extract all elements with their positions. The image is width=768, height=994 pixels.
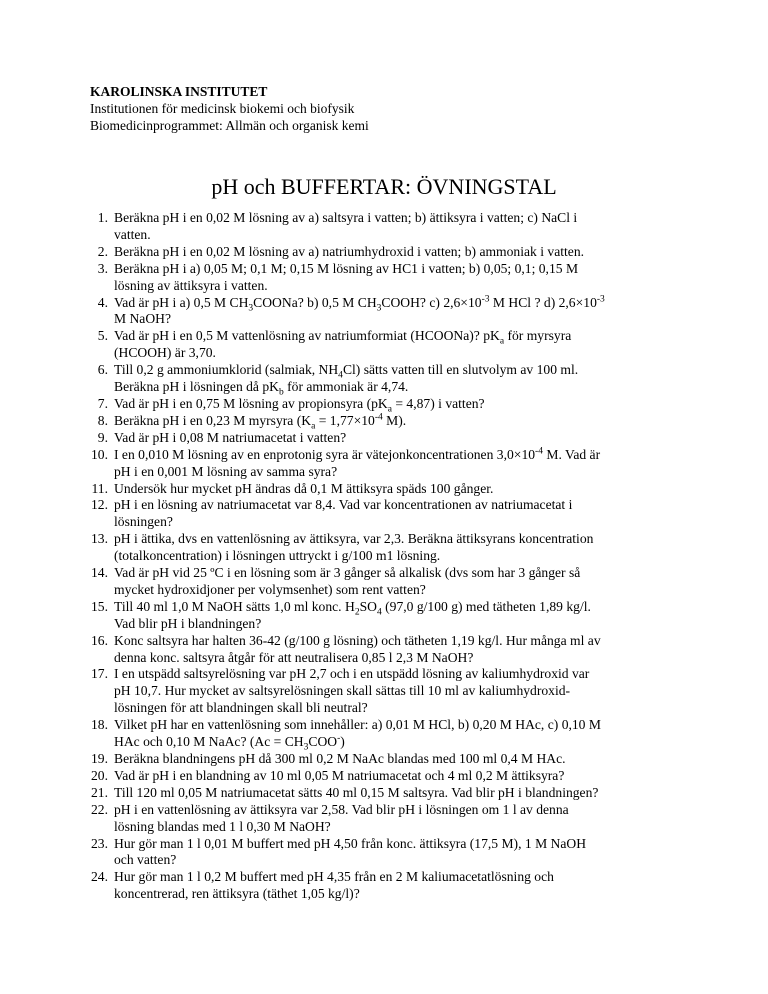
question-text: Hur gör man 1 l 0,01 M buffert med pH 4,50 från konc. ättiksyra (17,5 M), 1 M NaOH och vatten? <box>114 835 587 868</box>
question-text: I en utspädd saltsyrelösning var pH 2,7 och i en utspädd lösning av kaliumhydroxid var pH 10,7. Hur mycket av saltsyrelösningen skall sättas till 10 ml av kaliumhydroxid- lösningen för att blandningen skall bli neutral? <box>114 666 590 716</box>
question-item <box>80 751 680 768</box>
question-item <box>80 599 680 633</box>
question-text: Vad är pH i en blandning av 10 ml 0,05 M natriumacetat och 4 ml 0,2 M ättiksyra? <box>114 767 565 783</box>
question-item <box>80 836 680 870</box>
question-number: 15. <box>91 598 108 614</box>
question-text: Undersök hur mycket pH ändras då 0,1 M ättiksyra späds 100 gånger. <box>114 480 494 496</box>
institution-name: KAROLINSKA INSTITUTET <box>90 84 268 99</box>
question-number: 24. <box>91 869 108 885</box>
question-item <box>80 497 680 531</box>
question-text: Beräkna blandningens pH då 300 ml 0,2 M NaAc blandas med 100 ml 0,4 M HAc. <box>114 751 566 766</box>
question-item <box>80 210 680 244</box>
question-item <box>80 869 680 903</box>
question-text: Vad är pH vid 25 ºC i en lösning som är 3 gånger så alkalisk (dvs som har 3 gånger så mycket hydroxidjoner per volymsenhet) som rent vatten? <box>114 565 581 597</box>
page-title: pH och BUFFERTAR: ÖVNINGSTAL <box>211 174 557 199</box>
question-number: 10. <box>91 446 108 462</box>
question-item <box>80 802 680 836</box>
question-item <box>80 785 680 802</box>
question-number: 16. <box>91 632 108 648</box>
question-item <box>80 666 680 717</box>
document-header <box>90 83 369 134</box>
question-number: 23. <box>91 835 108 851</box>
question-text: Till 40 ml 1,0 M NaOH sätts 1,0 ml konc. $H_2SO_4$ (97,0 g/100 g) med tätheten 1,89 kg/l. Vad blir pH i blandningen? <box>114 598 591 631</box>
question-number: 6. <box>97 362 108 378</box>
question-item <box>80 244 680 261</box>
question-number: 21. <box>91 784 108 800</box>
question-number: 7. <box>97 395 108 411</box>
question-item <box>80 430 680 447</box>
question-text: Beräkna pH i en 0,02 M lösning av a) natriumhydroxid i vatten; b) ammoniak i vatten. <box>114 243 585 259</box>
question-text: pH i ättika, dvs en vattenlösning av ättiksyra, var 2,3. Beräkna ättiksyrans koncentration (totalkoncentration) i lösningen uttryckt i g/100 m1 lösning. <box>114 531 594 564</box>
question-number: 14. <box>91 565 108 581</box>
question-text: Beräkna pH i en 0,02 M lösning av a) saltsyra i vatten; b) ättiksyra i vatten; c) NaCl i vatten. <box>114 210 578 242</box>
question-number: 18. <box>91 717 108 733</box>
question-text: I en 0,010 M lösning av en enprotonig syra är vätejonkoncentrationen $3,0\times 10^{-4}$ M. Vad är pH i en 0,001 M lösning av samma syra? <box>114 446 601 479</box>
question-number: 13. <box>91 531 108 547</box>
question-number: 8. <box>97 412 108 428</box>
question-text: Vad är pH i 0,08 M natriumacetat i vatten? <box>114 429 347 445</box>
question-number: 4. <box>97 294 108 310</box>
question-number: 20. <box>91 767 108 783</box>
question-item <box>80 396 680 413</box>
question-number: 9. <box>97 429 108 445</box>
question-number: 17. <box>91 666 108 682</box>
question-number: 11. <box>91 480 108 496</box>
question-text: Vad är pH i a) 0,5 M $CH_3COONa$? b) 0,5 M $CH_3COOH$? c) $2,6\times 10^{-3}$ M HCl ? d) $2,6\times 10^{-3}$ M NaOH? <box>114 294 605 327</box>
question-item <box>80 481 680 498</box>
question-text: Hur gör man 1 l 0,2 M buffert med pH 4,35 från en 2 M kaliumacetatlösning och koncentrerad, ren ättiksyra (täthet 1,05 kg/l)? <box>114 869 554 902</box>
question-item <box>80 768 680 785</box>
question-text: Konc saltsyra har halten 36-42 (g/100 g lösning) och tätheten 1,19 kg/l. Hur många ml av denna konc. saltsyra åtgår för att neutralisera 0,85 l 2,3 M NaOH? <box>114 632 601 665</box>
question-text: pH i en vattenlösning av ättiksyra var 2,58. Vad blir pH i lösningen om 1 l av denna lösning blandas med 1 l 0,30 M NaOH? <box>114 801 569 834</box>
question-list <box>80 210 680 903</box>
question-item <box>80 261 680 295</box>
program-name: Biomedicinprogrammet: Allmän och organisk kemi <box>90 118 369 133</box>
question-number: 2. <box>97 243 108 259</box>
question-item <box>80 295 680 329</box>
question-item <box>80 447 680 481</box>
question-text: Vilket pH har en vattenlösning som innehåller: a) 0,01 M HCl, b) 0,20 M HAc, c) 0,10 M HAc och 0,10 M NaAc? $(Ac = CH_3COO^-)$ <box>114 717 601 753</box>
question-number: 3. <box>97 260 108 276</box>
question-item <box>80 633 680 667</box>
question-text: Vad är pH i en 0,5 M vattenlösning av natriumformiat (HCOONa)? $pK_a$ för myrsyra (HCOOH) är 3,70. <box>114 328 572 361</box>
question-text: Beräkna pH i a) 0,05 M; 0,1 M; 0,15 M lösning av HC1 i vatten; b) 0,05; 0,1; 0,15 M lösning av ättiksyra i vatten. <box>114 260 579 293</box>
question-text: Beräkna pH i en 0,23 M myrsyra ($K_a = 1,77\times 10^{-4}$ M). <box>114 412 407 432</box>
question-text: Till 120 ml 0,05 M natriumacetat sätts 40 ml 0,15 M saltsyra. Vad blir pH i blandningen? <box>114 784 599 800</box>
question-item <box>80 531 680 565</box>
question-text: Vad är pH i en 0,75 M lösning av propionsyra $(pK_a = 4,87)$ i vatten? <box>114 395 485 415</box>
question-number: 1. <box>97 210 108 225</box>
question-number: 12. <box>91 497 108 513</box>
question-item <box>80 328 680 362</box>
question-number: 5. <box>97 328 108 344</box>
department-name: Institutionen för medicinsk biokemi och biofysik <box>90 101 355 116</box>
question-number: 22. <box>91 801 108 817</box>
question-item <box>80 413 680 430</box>
question-text: pH i en lösning av natriumacetat var 8,4. Vad var koncentrationen av natriumacetat i lösningen? <box>114 497 573 530</box>
question-item <box>80 362 680 396</box>
question-item <box>80 565 680 599</box>
question-text: Till 0,2 g ammoniumklorid (salmiak, $NH_4Cl$) sätts vatten till en slutvolym av 100 ml. Beräkna pH i lösningen då $pK_b$ för ammoniak är 4,74. <box>114 362 579 398</box>
question-number: 19. <box>91 751 108 766</box>
question-item <box>80 717 680 751</box>
